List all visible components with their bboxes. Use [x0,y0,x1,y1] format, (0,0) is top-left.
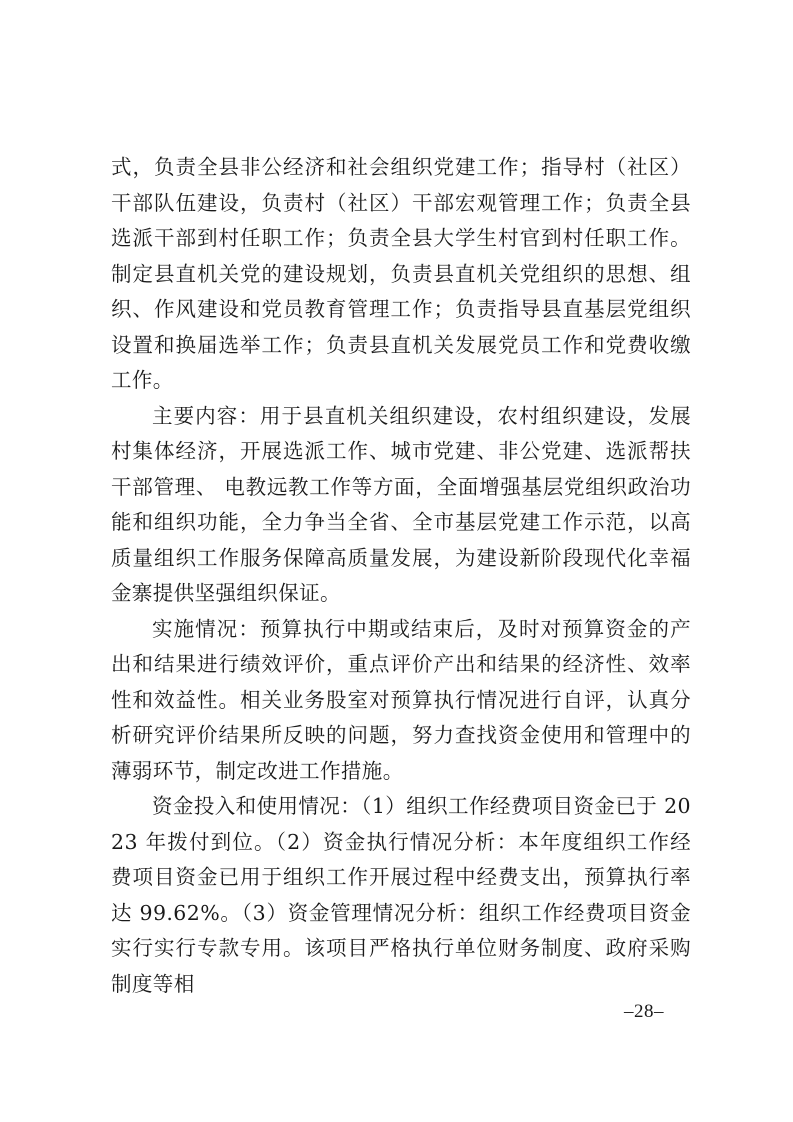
paragraph-funding: 资金投入和使用情况：（1）组织工作经费项目资金已于 2023 年拨付到位。（2）资金执行情况分析：本年度组织工作经费项目资金已用于组织工作开展过程中经费支出，预算执行率达 99.62%。（3）资金管理情况分析：组织工作经费项目资金实行实行专款专用。该项目严格执行单位财务制度、政府采购制度等相 [111,794,691,996]
page-number: –28– [624,1001,664,1022]
paragraph-responsibilities: 式，负责全县非公经济和社会组织党建工作；指导村（社区）干部队伍建设，负责村（社区）干部宏观管理工作；负责全县选派干部到村任职工作；负责全县大学生村官到村任职工作。制定县直机关党的建设规划，负责县直机关党组织的思想、组织、作风建设和党员教育管理工作；负责指导县直基层党组织设置和换届选举工作；负责县直机关发展党员工作和党费收缴工作。 [111,155,691,392]
document-body [111,150,691,1002]
paragraph-main-content: 主要内容：用于县直机关组织建设，农村组织建设，发展村集体经济，开展选派工作、城市党建、非公党建、选派帮扶干部管理、 电教远教工作等方面，全面增强基层党组织政治功能和组织功能，全力争当全省、全市基层党建工作示范，以高质量组织工作服务保障高质量发展，为建设新阶段现代化幸福金寨提供坚强组织保证。 [111,403,691,605]
paragraph-implementation: 实施情况：预算执行中期或结束后，及时对预算资金的产出和结果进行绩效评价，重点评价产出和结果的经济性、效率性和效益性。相关业务股室对预算执行情况进行自评，认真分析研究评价结果所反映的问题，努力查找资金使用和管理中的薄弱环节，制定改进工作措施。 [111,616,691,783]
